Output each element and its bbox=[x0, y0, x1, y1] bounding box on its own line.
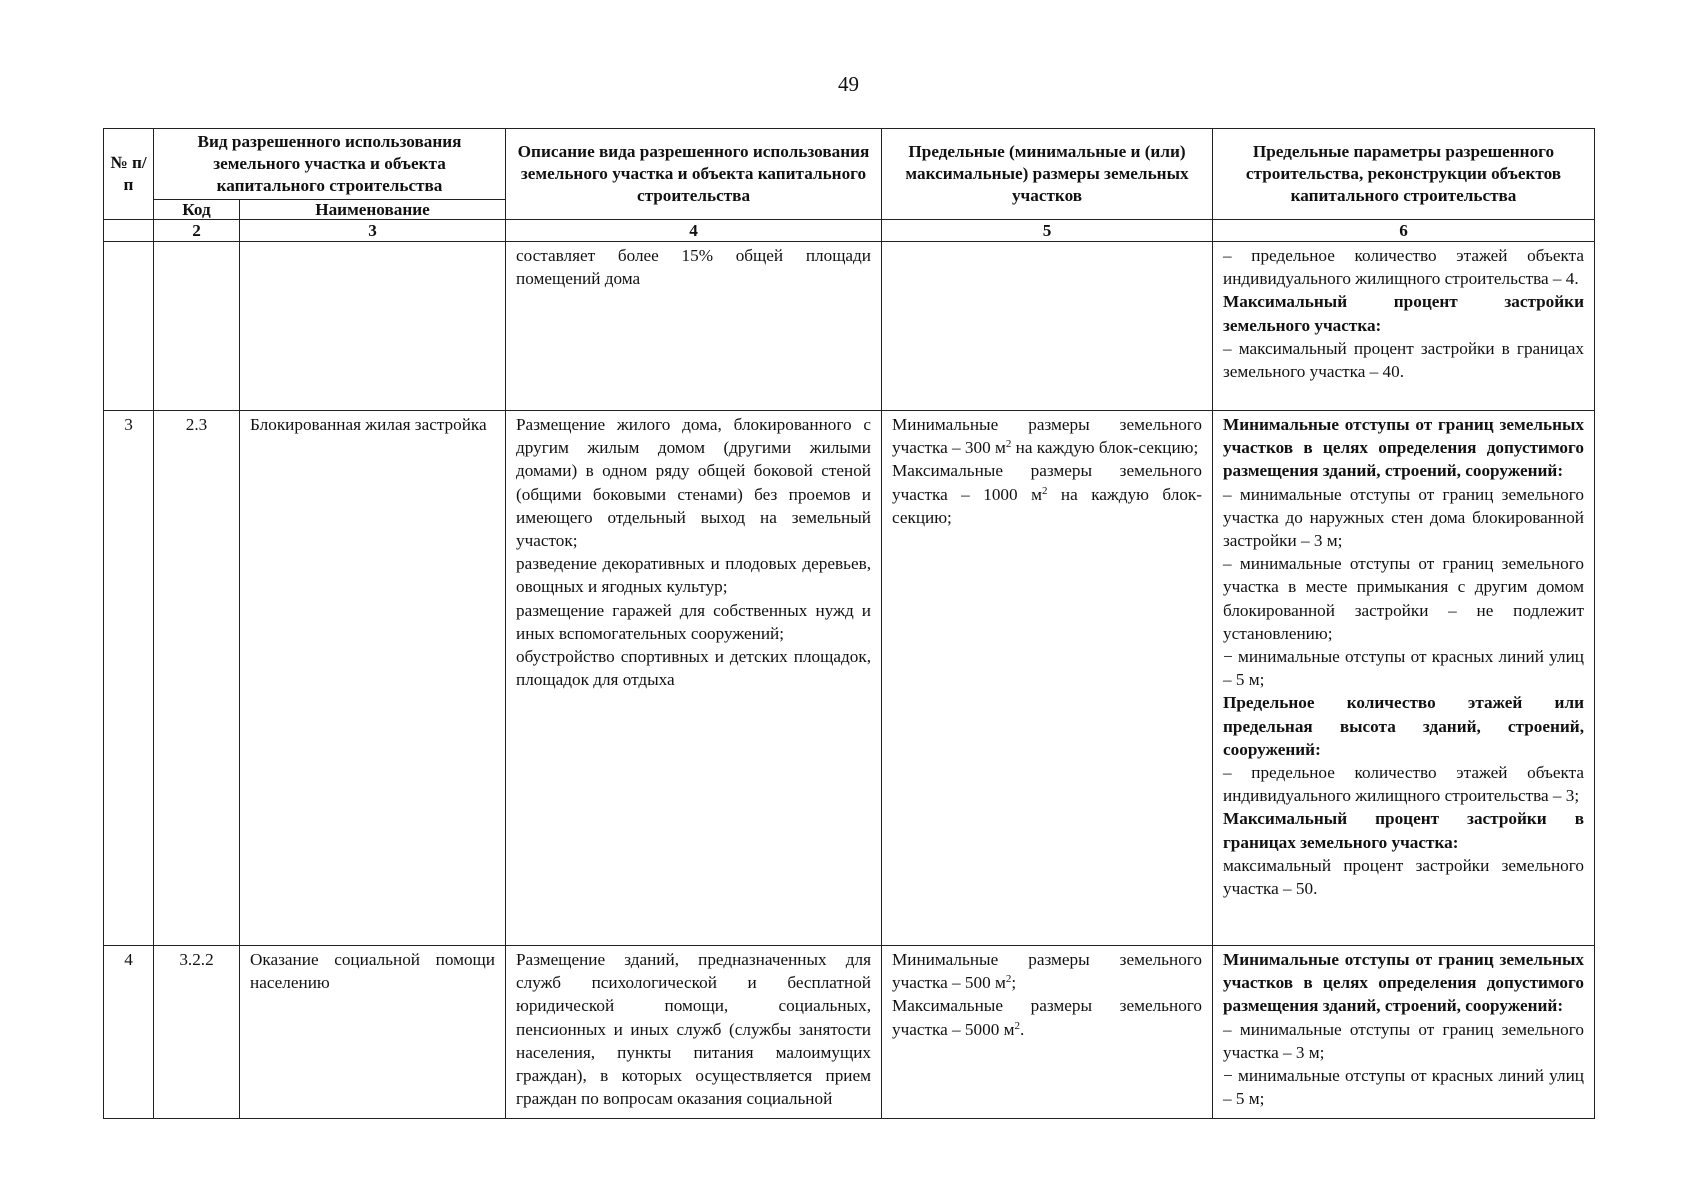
row-number-cell: 4 bbox=[104, 946, 154, 1119]
row-name-cell: Оказание социальной помощи населению bbox=[240, 946, 506, 1119]
row-name-cell: Блокированная жилая застройка bbox=[240, 411, 506, 946]
params-heading: Минимальные отступы от границ земельных участков в целях определения допустимого размещения зданий, строений, сооружений: bbox=[1223, 950, 1584, 1016]
params-paragraph: – минимальные отступы от границ земельного участка до наружных стен дома блокированной застройки – 3 м; bbox=[1223, 484, 1584, 551]
row-number-cell: 3 bbox=[104, 411, 154, 946]
column-number: 6 bbox=[1213, 220, 1595, 242]
size-paragraph bbox=[892, 413, 1202, 459]
row-code-cell: 3.2.2 bbox=[154, 946, 240, 1119]
row-params-cell bbox=[1213, 242, 1595, 411]
params-heading: Максимальный процент застройки в границах земельного участка: bbox=[1223, 809, 1584, 852]
size-paragraph bbox=[892, 459, 1202, 529]
params-paragraph: – предельное количество этажей объекта индивидуального жилищного строительства – 3; bbox=[1223, 763, 1584, 806]
column-number bbox=[104, 220, 154, 242]
params-paragraph: – предельное количество этажей объекта индивидуального жилищного строительства – 4. bbox=[1223, 246, 1584, 289]
header-sizes: Предельные (минимальные и (или) максимальные) размеры земельных участков bbox=[882, 129, 1213, 220]
column-number: 3 bbox=[240, 220, 506, 242]
row-sizes-cell bbox=[882, 411, 1213, 946]
params-heading: Максимальный процент застройки земельного участка: bbox=[1223, 292, 1584, 335]
description-paragraph: Размещение жилого дома, блокированного с другим жилым домом (другими жилыми домами) в одном ряду общей боковой стеной (общими боковыми стенами) без проемов и имеющего отдельный выход на земельный участок; bbox=[516, 415, 871, 551]
size-superscript: 2 bbox=[1041, 484, 1048, 497]
column-number: 2 bbox=[154, 220, 240, 242]
column-number: 5 bbox=[882, 220, 1213, 242]
description-paragraph: размещение гаражей для собственных нужд и иных вспомогательных сооружений; bbox=[516, 600, 871, 643]
params-paragraph: – максимальный процент застройки в границах земельного участка – 40. bbox=[1223, 338, 1584, 382]
size-paragraph bbox=[892, 994, 1202, 1040]
row-description-cell bbox=[506, 242, 882, 411]
description-paragraph: разведение декоративных и плодовых деревьев, овощных и ягодных культур; bbox=[516, 554, 871, 597]
description-paragraph: Размещение зданий, предназначенных для служб психологической и бесплатной юридической помощи, социальных, пенсионных и иных служб (службы занятости населения, пункты питания малоимущих граждан), в которых осуществляется прием граждан по вопросам оказания социальной bbox=[516, 950, 871, 1109]
table-row bbox=[104, 411, 1595, 946]
params-heading: Минимальные отступы от границ земельных участков в целях определения допустимого размещения зданий, строений, сооружений: bbox=[1223, 415, 1584, 481]
size-paragraph bbox=[892, 948, 1202, 994]
row-sizes-cell bbox=[882, 242, 1213, 411]
row-params-cell bbox=[1213, 946, 1595, 1119]
params-paragraph: – минимальные отступы от границ земельного участка в месте примыкания с другим домом блокированной застройки – не подлежит установлению; bbox=[1223, 554, 1584, 643]
size-text: Минимальные размеры земельного участка – 500 м bbox=[892, 950, 1202, 993]
row-code-cell bbox=[154, 242, 240, 411]
params-paragraph: − минимальные отступы от красных линий улиц – 5 м; bbox=[1223, 1066, 1584, 1109]
size-superscript: 2 bbox=[1005, 438, 1012, 451]
table-row bbox=[104, 946, 1595, 1119]
size-text: Минимальные размеры земельного участка – 300 м bbox=[892, 415, 1202, 458]
size-text: Максимальные размеры земельного участка – 5000 м bbox=[892, 996, 1202, 1039]
size-superscript: 2 bbox=[1005, 973, 1012, 986]
header-code: Код bbox=[154, 200, 240, 220]
params-paragraph: максимальный процент застройки земельного участка – 50. bbox=[1223, 855, 1584, 899]
header-num: № п/п bbox=[104, 129, 154, 220]
size-text-after: на каждую блок-секцию; bbox=[892, 484, 1202, 527]
params-heading: Предельное количество этажей или предельная высота зданий, строений, сооружений: bbox=[1223, 693, 1584, 759]
row-number-cell bbox=[104, 242, 154, 411]
params-paragraph: − минимальные отступы от красных линий улиц – 5 м; bbox=[1223, 647, 1584, 690]
description-paragraph: обустройство спортивных и детских площадок, площадок для отдыха bbox=[516, 647, 871, 690]
column-number: 4 bbox=[506, 220, 882, 242]
params-paragraph: – минимальные отступы от границ земельного участка – 3 м; bbox=[1223, 1019, 1584, 1062]
size-superscript: 2 bbox=[1014, 1019, 1020, 1032]
size-text-after: . bbox=[1019, 1019, 1025, 1039]
row-description-cell bbox=[506, 411, 882, 946]
size-text: Максимальные размеры земельного участка – 1000 м bbox=[892, 461, 1202, 504]
size-text-after: на каждую блок-секцию; bbox=[1011, 438, 1199, 458]
row-description-cell bbox=[506, 946, 882, 1119]
header-name: Наименование bbox=[240, 200, 506, 220]
page-number: 49 bbox=[838, 72, 859, 96]
header-params: Предельные параметры разрешенного строительства, реконструкции объектов капитального строительства bbox=[1213, 129, 1595, 220]
row-code-cell: 2.3 bbox=[154, 411, 240, 946]
land-use-regulations-table bbox=[103, 128, 1595, 1119]
header-use-group: Вид разрешенного использования земельного участка и объекта капитального строительства bbox=[154, 129, 506, 200]
header-description: Описание вида разрешенного использования земельного участка и объекта капитального строительства bbox=[506, 129, 882, 220]
table-row bbox=[104, 242, 1595, 411]
description-paragraph: составляет более 15% общей площади помещений дома bbox=[516, 246, 871, 289]
size-text-after: ; bbox=[1011, 973, 1017, 993]
row-name-cell bbox=[240, 242, 506, 411]
row-sizes-cell bbox=[882, 946, 1213, 1119]
row-params-cell bbox=[1213, 411, 1595, 946]
